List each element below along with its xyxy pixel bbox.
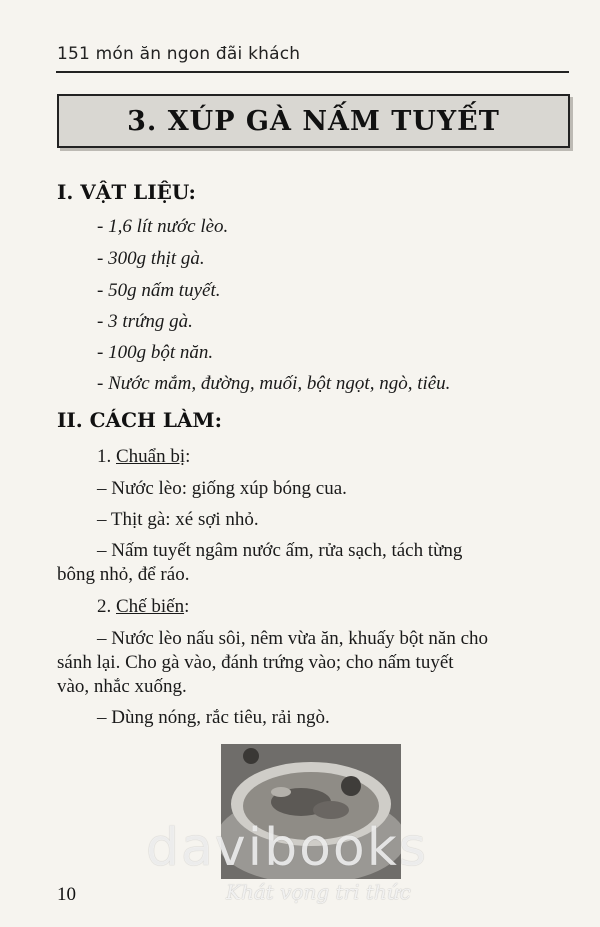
- header-rule: [56, 71, 569, 73]
- cook-line: – Nước lèo nấu sôi, nêm vừa ăn, khuấy bột năn cho: [97, 628, 489, 649]
- prep-line-continued: bông nhỏ, để ráo.: [57, 564, 190, 585]
- ingredient-item: - Nước mắm, đường, muối, bột ngọt, ngò, tiêu.: [97, 373, 451, 394]
- ingredient-item: - 300g thịt gà.: [97, 248, 205, 269]
- watermark-slogan: Khát vọng tri thức: [226, 880, 411, 904]
- step-2-colon: :: [184, 596, 190, 617]
- cook-line: vào, nhắc xuống.: [57, 676, 187, 697]
- ingredient-item: - 1,6 lít nước lèo.: [97, 216, 229, 237]
- cook-line: – Dùng nóng, rắc tiêu, rải ngò.: [97, 707, 330, 728]
- ingredient-item: - 3 trứng gà.: [97, 311, 193, 332]
- step-2-number: 2.: [97, 596, 112, 617]
- recipe-title-box: [57, 94, 570, 148]
- recipe-title: 3. XÚP GÀ NẤM TUYẾT: [127, 105, 500, 137]
- step-2-title: Chế biến: [116, 596, 185, 617]
- section-ingredients-heading: I. VẬT LIỆU:: [57, 180, 196, 204]
- prep-line: – Nước lèo: giống xúp bóng cua.: [97, 478, 347, 499]
- prep-line: – Nấm tuyết ngâm nước ấm, rửa sạch, tách từng: [97, 540, 463, 561]
- step-1-colon: :: [185, 446, 191, 467]
- section-method-heading: II. CÁCH LÀM:: [57, 408, 222, 432]
- step-2-heading: [97, 594, 189, 619]
- ingredient-item: - 100g bột năn.: [97, 342, 214, 363]
- step-1-heading: [97, 444, 190, 469]
- step-1-title: Chuẩn bị: [116, 446, 186, 467]
- ingredient-item: - 50g nấm tuyết.: [97, 280, 221, 301]
- watermark-brand: davibooks: [146, 818, 428, 878]
- prep-line: – Thịt gà: xé sợi nhỏ.: [97, 509, 259, 530]
- book-title-header: 151 món ăn ngon đãi khách: [57, 44, 301, 64]
- cook-line: sánh lại. Cho gà vào, đánh trứng vào; cho nấm tuyết: [57, 652, 454, 673]
- step-1-number: 1.: [97, 446, 112, 467]
- page-number: 10: [57, 884, 76, 905]
